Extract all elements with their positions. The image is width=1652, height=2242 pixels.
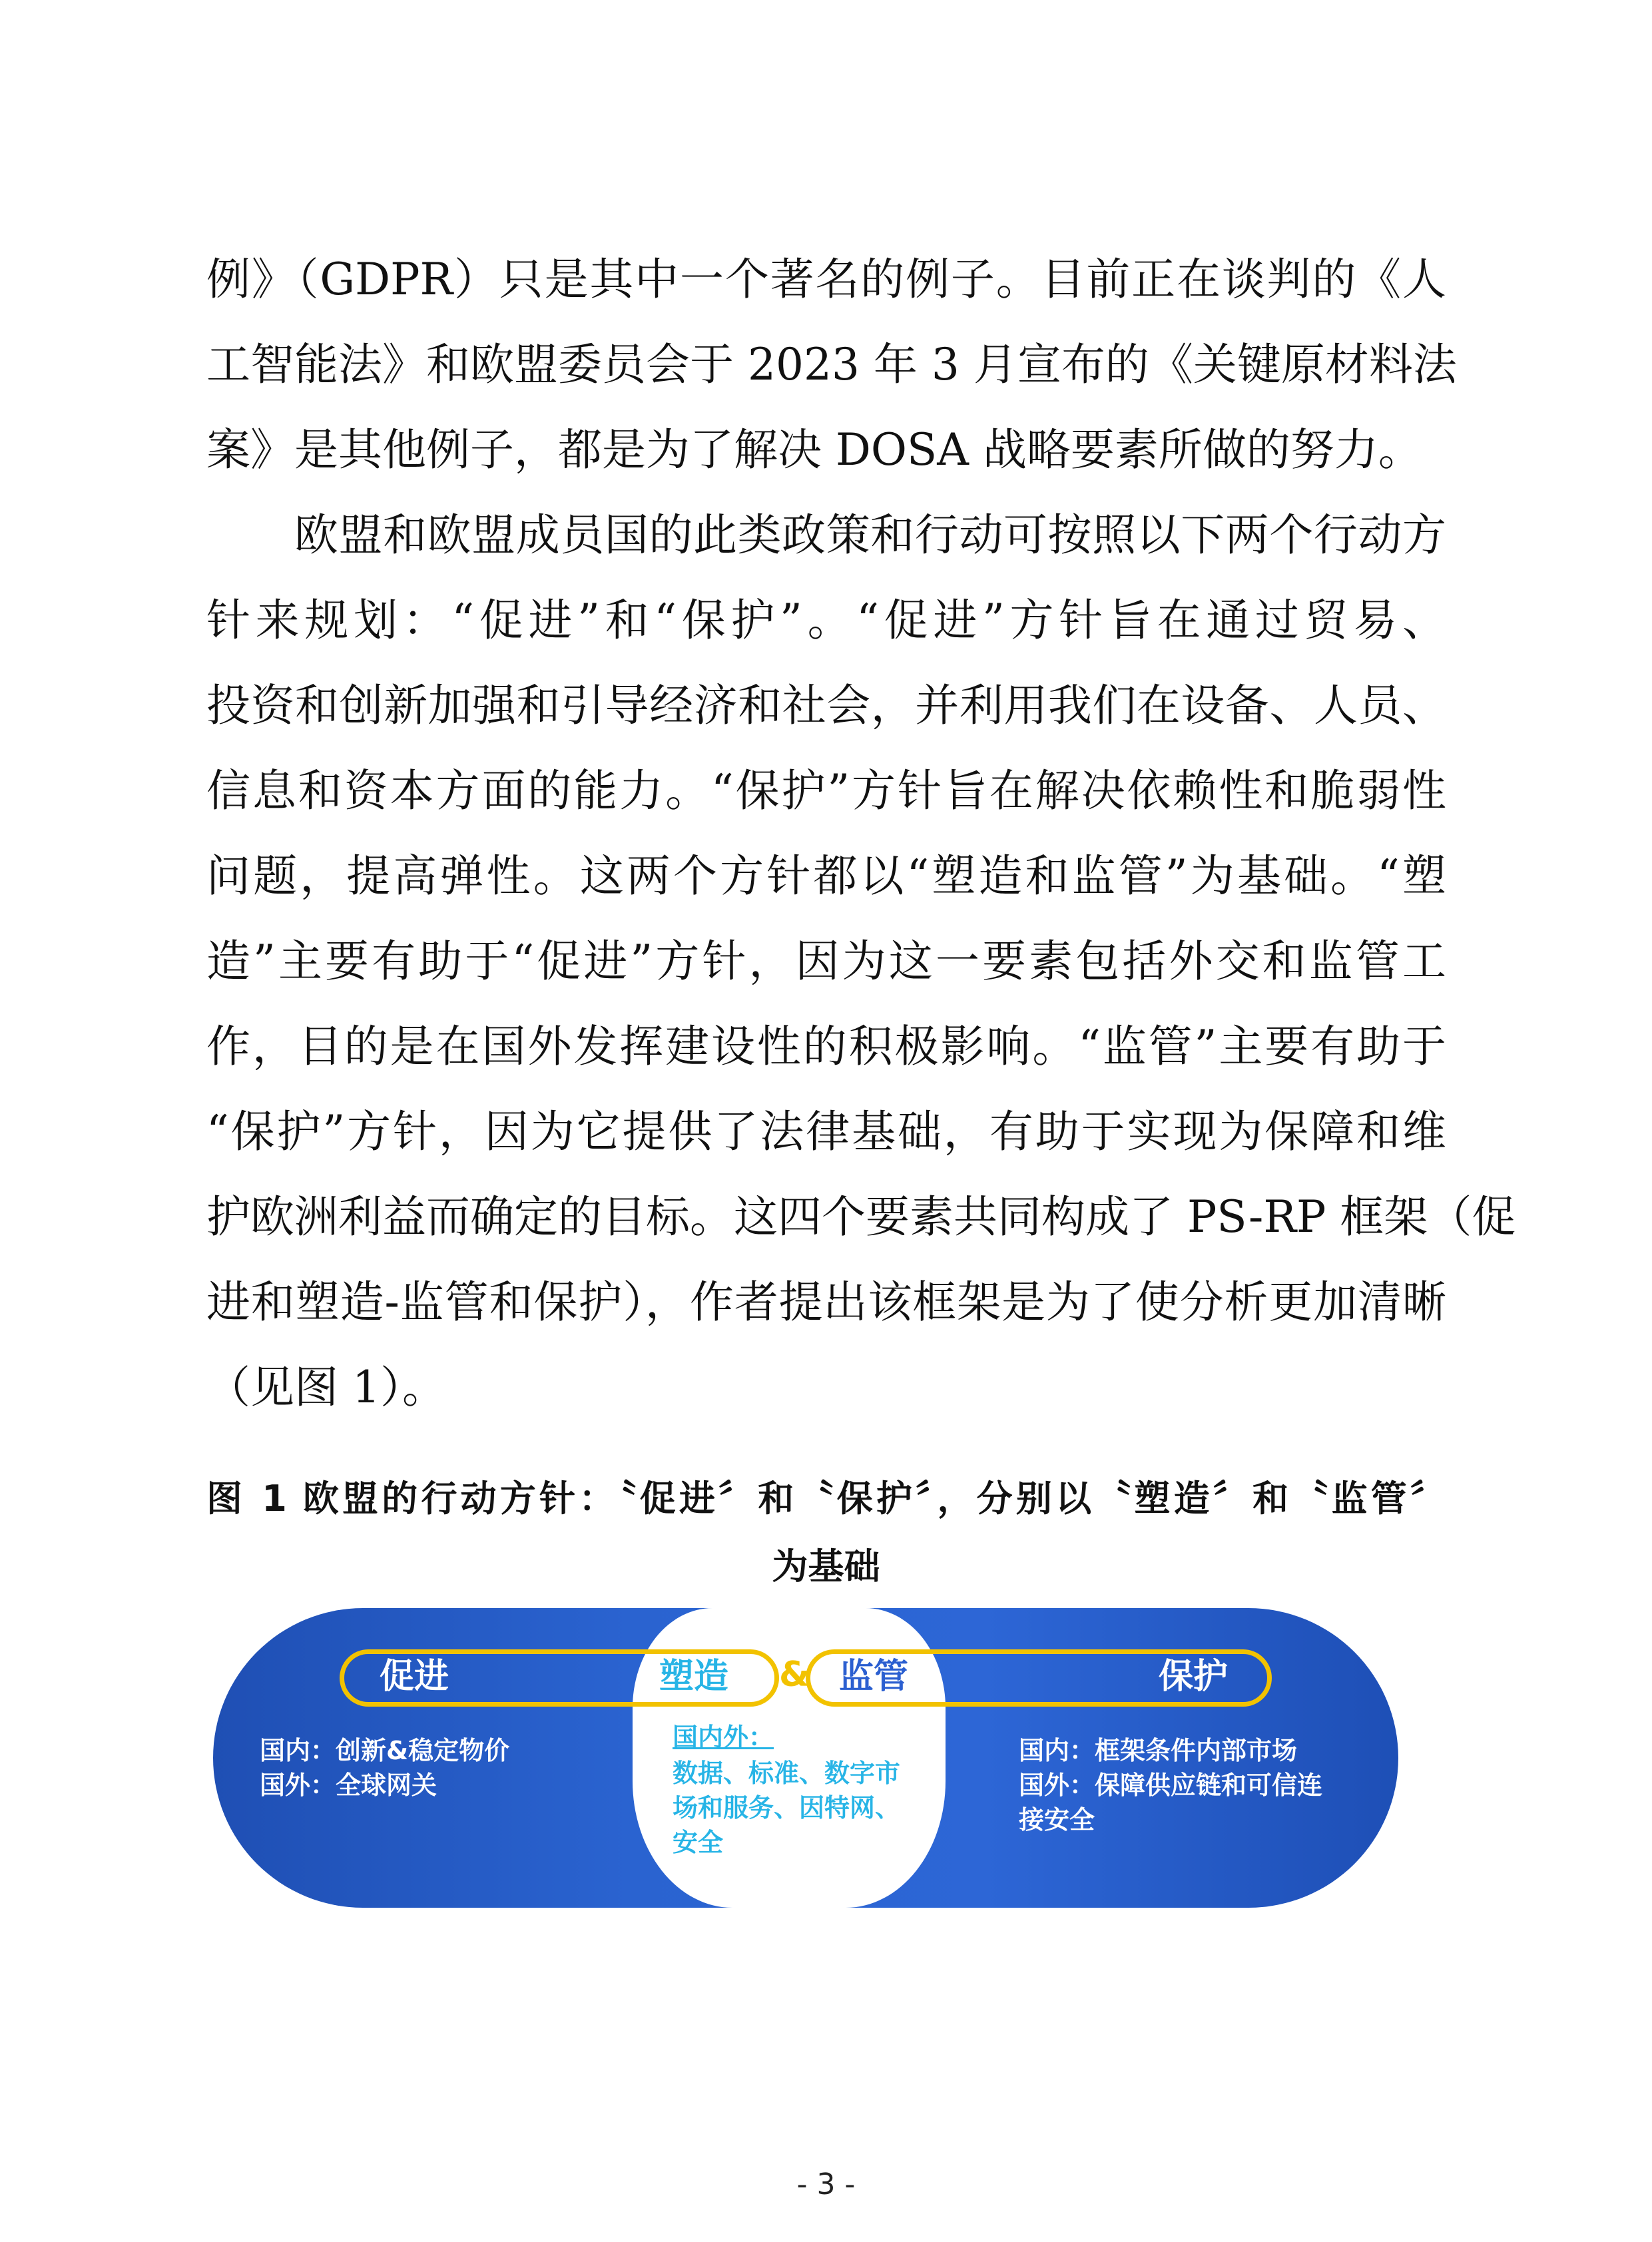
shape-title: 塑造 xyxy=(659,1657,729,1697)
regulate-title: 监管 xyxy=(839,1657,909,1697)
paragraph-line: 工智能法》和欧盟委员会于 2023 年 3 月宣布的《关键原材料法 xyxy=(206,339,1457,390)
center-line: 数据、标准、数字市 xyxy=(673,1759,901,1788)
paragraph-line: 案》是其他例子，都是为了解决 DOSA 战略要素所做的努力。 xyxy=(206,424,1422,475)
page-number: - 3 - xyxy=(796,2167,856,2201)
center-line: 场和服务、因特网、 xyxy=(673,1793,901,1822)
ampersand: & xyxy=(779,1655,810,1695)
promote-domestic: 国内：创新&稳定物价 xyxy=(260,1736,510,1765)
paragraph-line: “保护”方针，因为它提供了法律基础，有助于实现为保障和维 xyxy=(206,1106,1446,1157)
promote-title: 促进 xyxy=(380,1657,449,1697)
paragraph-line: 进和塑造-监管和保护），作者提出该框架是为了使分析更加清晰 xyxy=(206,1276,1446,1328)
paragraph-line: 作，目的是在国外发挥建设性的积极影响。“监管”主要有助于 xyxy=(206,1021,1446,1072)
psrp-framework-diagram xyxy=(213,1608,1398,1908)
paragraph-line: 投资和创新加强和引导经济和社会，并利用我们在设备、人员、 xyxy=(206,680,1446,731)
promote-foreign: 国外：全球网关 xyxy=(260,1771,437,1800)
paragraph-line: 针来规划：“促进”和“保护”。“促进”方针旨在通过贸易、 xyxy=(206,595,1446,646)
paragraph-line: 护欧洲利益而确定的目标。这四个要素共同构成了 PS-RP 框架（促 xyxy=(206,1191,1516,1243)
protect-foreign-continued: 接安全 xyxy=(1019,1805,1095,1834)
paragraph-line: 造”主要有助于“促进”方针，因为这一要素包括外交和监管工 xyxy=(206,936,1446,987)
protect-title: 保护 xyxy=(1159,1657,1229,1697)
paragraph-line: 例》（GDPR）只是其中一个著名的例子。目前正在谈判的《人 xyxy=(206,254,1446,305)
protect-domestic: 国内：框架条件内部市场 xyxy=(1019,1736,1298,1765)
paragraph-line: 问题，提高弹性。这两个方针都以“塑造和监管”为基础。“塑 xyxy=(206,850,1446,902)
protect-foreign: 国外：保障供应链和可信连 xyxy=(1019,1771,1323,1800)
center-heading: 国内外： xyxy=(673,1723,774,1752)
center-line: 安全 xyxy=(673,1828,724,1857)
paragraph-line: 欧盟和欧盟成员国的此类政策和行动可按照以下两个行动方 xyxy=(294,509,1446,561)
paragraph-line: 信息和资本方面的能力。“保护”方针旨在解决依赖性和脆弱性 xyxy=(206,765,1446,816)
figure-caption: 图 1 欧盟的行动方针：〝促进〞和〝保护〞，分别以〝塑造〞和〝监管〞 xyxy=(206,1478,1446,1520)
figure-caption-continued: 为基础 xyxy=(772,1545,880,1587)
paragraph-line: （见图 1）。 xyxy=(206,1362,446,1413)
